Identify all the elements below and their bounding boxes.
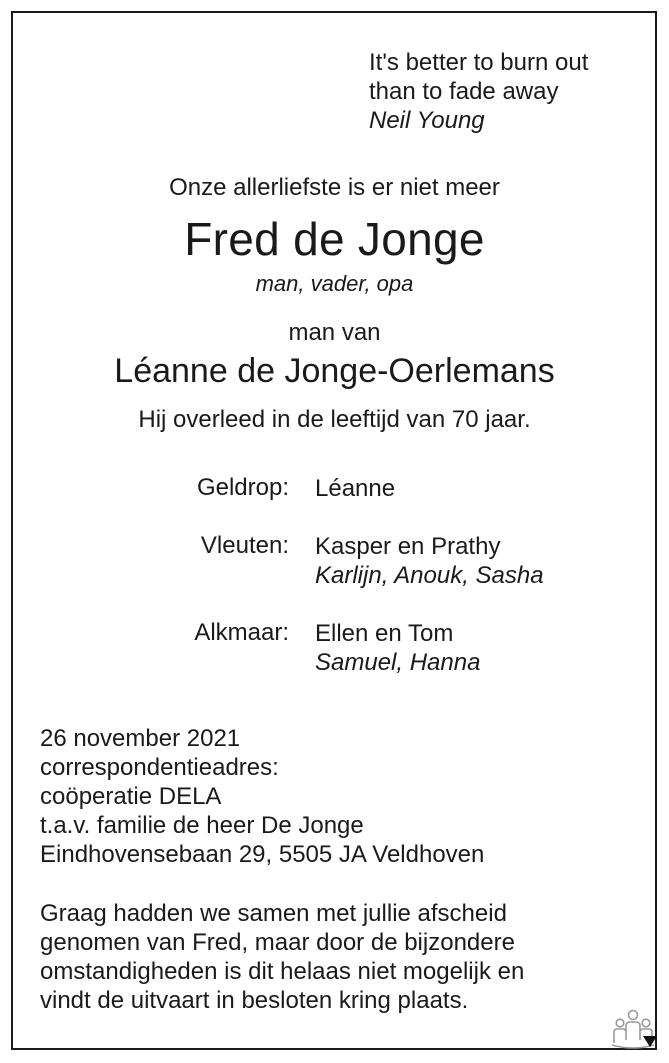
family-names: Ellen en Tom xyxy=(315,620,454,647)
family-names: Kasper en Prathy xyxy=(315,533,501,560)
family-names: Léanne xyxy=(315,475,396,502)
grandchildren-names: Karlijn, Anouk, Sasha xyxy=(315,562,544,589)
age-text: Hij overleed in de leeftijd van 70 jaar. xyxy=(138,406,531,433)
quote-line-2: than to fade away xyxy=(369,78,559,105)
deceased-roles: man, vader, opa xyxy=(255,271,414,296)
deceased-name: Fred de Jonge xyxy=(184,213,485,265)
family-place: Geldrop: xyxy=(196,474,289,501)
grandchildren-names: Samuel, Hanna xyxy=(315,649,481,676)
address-organization: coöperatie DELA xyxy=(40,783,222,810)
family-place: Alkmaar: xyxy=(194,619,289,646)
address-street: Eindhovensebaan 29, 5505 JA Veldhoven xyxy=(40,841,485,868)
address-block xyxy=(40,724,484,869)
address-attention: t.a.v. familie de heer De Jonge xyxy=(40,812,364,839)
address-label: correspondentieadres: xyxy=(40,754,279,781)
note-line-3: omstandigheden is dit helaas niet mogelijk en xyxy=(40,958,525,985)
quote-author: Neil Young xyxy=(369,107,485,134)
note-line-1: Graag hadden we samen met jullie afscheid xyxy=(40,900,507,927)
spouse-name: Léanne de Jonge-Oerlemans xyxy=(114,352,555,390)
spouse-prefix: man van xyxy=(288,319,381,346)
triangle-down-icon[interactable] xyxy=(643,1036,657,1047)
family-place: Vleuten: xyxy=(200,532,289,559)
family-entry xyxy=(315,619,480,677)
note-line-4: vindt de uitvaart in besloten kring plaats. xyxy=(40,987,469,1014)
quote-line-1: It's better to burn out xyxy=(369,49,589,76)
announcement-border xyxy=(11,11,657,1050)
note-line-2: genomen van Fred, maar door de bijzondere xyxy=(40,929,515,956)
family-entry xyxy=(315,532,544,590)
family-entry xyxy=(315,474,395,503)
quote-block xyxy=(369,48,588,135)
intro-text: Onze allerliefste is er niet meer xyxy=(169,174,500,201)
closing-note xyxy=(40,899,524,1015)
date-text: 26 november 2021 xyxy=(40,725,241,752)
